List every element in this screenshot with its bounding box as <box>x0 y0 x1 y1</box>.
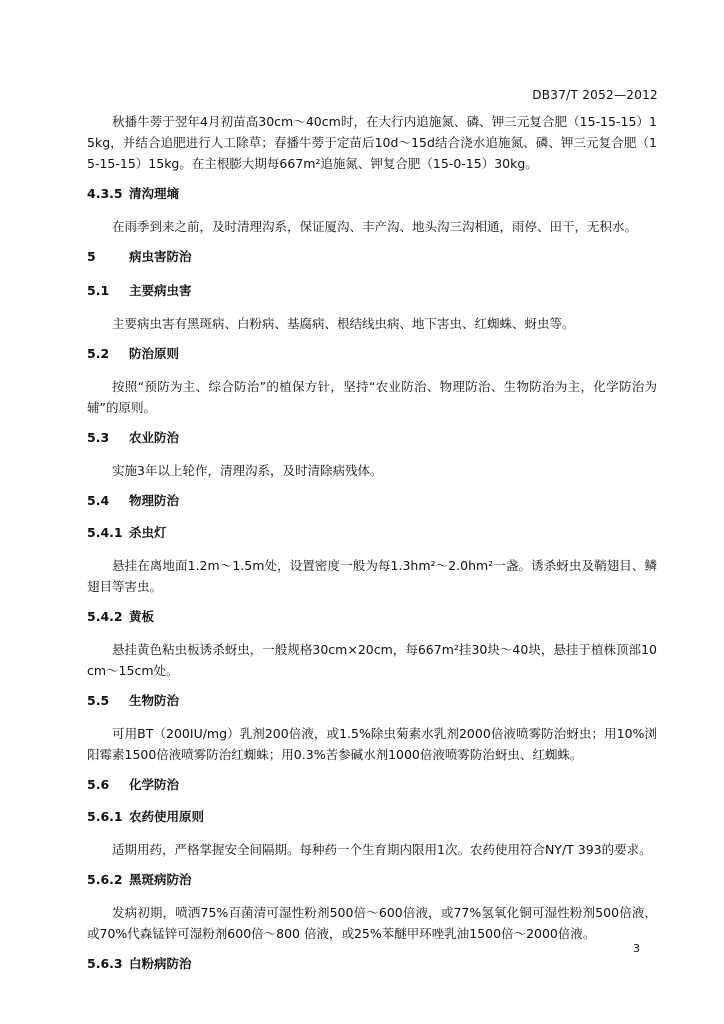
body-paragraph: 秋播牛蒡于翌年4月初苗高30cm～40cm时，在大行内追施氮、磷、钾三元复合肥（15-15-15）15kg，并结合追肥进行人工除草；春播牛蒡于定苗后10d～15d结合浇水追施氮、磷、钾三元复合肥（15-15-15）15kg。在主根膨大期每667m²追施氮、钾复合肥（15-0-15）30kg。 <box>87 114 657 171</box>
document-body <box>87 111 657 986</box>
body-paragraph: 在雨季到来之前，及时清理沟系，保证厦沟、丰产沟、地头沟三沟相通，雨停、田干，无积水。 <box>112 219 638 234</box>
section-number: 5.1 <box>87 283 110 298</box>
section-heading <box>87 247 657 267</box>
body-paragraph: 悬挂黄色粘虫板诱杀蚜虫，一般规格30cm×20cm，每667m²挂30块～40块，悬挂于植株顶部10cm～15cm处。 <box>87 642 657 678</box>
section-title: 白粉病防治 <box>129 956 192 971</box>
section-title: 黄板 <box>129 609 155 624</box>
section-title: 化学防治 <box>129 777 180 792</box>
document-code-header: DB37/T 2052—2012 <box>532 88 658 102</box>
section-heading <box>87 775 657 795</box>
body-paragraph: 按照“预防为主、综合防治”的植保方针，坚持“农业防治、物理防治、生物防治为主，化学防治为辅”的原则。 <box>87 379 657 415</box>
section-heading <box>87 491 657 511</box>
section-title: 防治原则 <box>129 346 180 361</box>
section-title: 农业防治 <box>129 430 180 445</box>
section-number: 5.4.1 <box>87 525 123 540</box>
body-paragraph: 可用BT（200IU/mg）乳剂200倍液，或1.5%除虫菊素水乳剂2000倍液喷雾防治蚜虫；用10%浏阳霉素1500倍液喷雾防治红蜘蛛；用0.3%苦参碱水剂1000倍液喷雾防治蚜虫、红蜘蛛。 <box>87 726 657 762</box>
section-number: 5.6.3 <box>87 956 123 971</box>
section-heading <box>87 281 657 301</box>
body-paragraph: 发病初期，喷洒75%百菌清可湿性粉剂500倍～600倍液，或77%氢氧化铜可湿性粉剂500倍液，或70%代森锰锌可湿粉剂600倍～800 倍液，或25%苯醚甲环唑乳油1500倍～2000倍液。 <box>87 905 657 941</box>
section-number: 4.3.5 <box>87 186 123 201</box>
section-heading <box>87 807 657 827</box>
section-heading <box>87 691 657 711</box>
section-heading <box>87 607 657 627</box>
section-heading <box>87 523 657 543</box>
section-number: 5.2 <box>87 346 110 361</box>
section-title: 物理防治 <box>129 493 180 508</box>
section-heading <box>87 954 657 974</box>
section-title: 杀虫灯 <box>129 525 167 540</box>
body-paragraph: 主要病虫害有黑斑病、白粉病、基腐病、根结线虫病、地下害虫、红蜘蛛、蚜虫等。 <box>112 316 575 331</box>
body-paragraph: 悬挂在离地面1.2m～1.5m处，设置密度一般为每1.3hm²～2.0hm²一盏。诱杀蚜虫及鞘翅目、鳞翅目等害虫。 <box>87 558 657 594</box>
section-title: 黑斑病防治 <box>129 872 192 887</box>
section-number: 5.3 <box>87 430 110 445</box>
section-heading <box>87 184 657 204</box>
body-paragraph: 实施3年以上轮作，清理沟系，及时清除病残体。 <box>112 463 383 478</box>
section-number: 5.4 <box>87 493 110 508</box>
section-number: 5 <box>87 249 96 264</box>
section-title: 主要病虫害 <box>129 283 192 298</box>
page-number: 3 <box>633 942 640 955</box>
section-heading <box>87 344 657 364</box>
section-heading <box>87 870 657 890</box>
section-heading <box>87 428 657 448</box>
body-paragraph: 适期用药，严格掌握安全间隔期。每种药一个生育期内限用1次。农药使用符合NY/T 393的要求。 <box>112 842 652 857</box>
section-title: 病虫害防治 <box>129 249 192 264</box>
section-number: 5.5 <box>87 693 110 708</box>
section-title: 清沟理墒 <box>129 186 180 201</box>
section-title: 生物防治 <box>129 693 180 708</box>
section-number: 5.6 <box>87 777 110 792</box>
section-title: 农药使用原则 <box>129 809 205 824</box>
section-number: 5.4.2 <box>87 609 123 624</box>
section-number: 5.6.2 <box>87 872 123 887</box>
section-number: 5.6.1 <box>87 809 123 824</box>
